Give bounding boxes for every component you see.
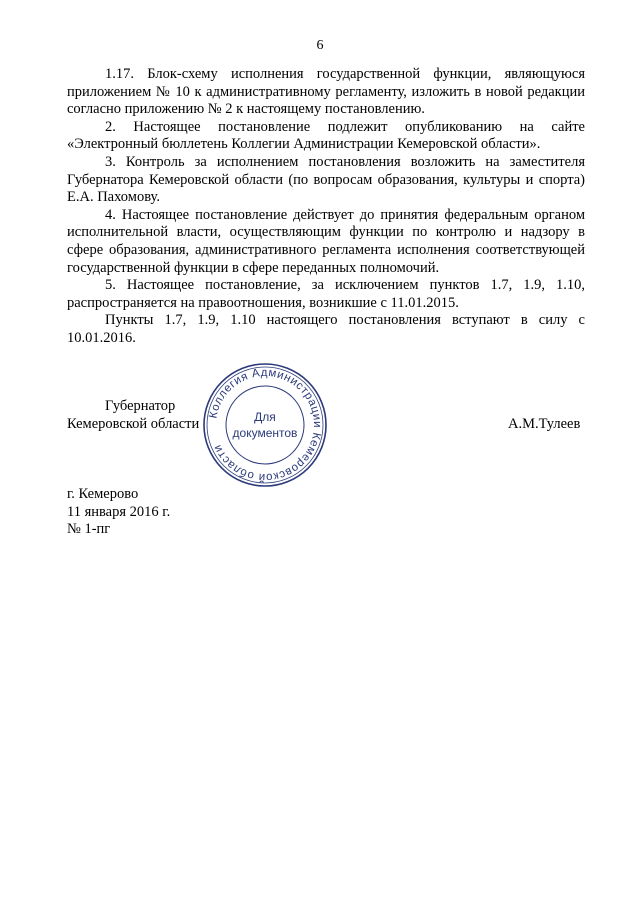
seal-inner-ring <box>226 386 304 464</box>
signatory-title: Губернатор <box>105 398 176 414</box>
document-body <box>67 66 585 348</box>
page-number: 6 <box>316 38 324 53</box>
issue-city: г. Кемерово <box>67 486 139 502</box>
seal-ring-text: Коллегия Администрации Кемеровской области <box>207 366 324 484</box>
seal-graphic <box>201 361 329 489</box>
paragraph-effective-date: Пункты 1.7, 1.9, 1.10 настоящего постановления вступают в силу с 10.01.2016. <box>67 312 585 346</box>
paragraph-1-17: 1.17. Блок-схему исполнения государственной функции, являющуюся приложением № 10 к административному регламенту, изложить в новой редакции согласно приложению № 2 к настоящему постановлению. <box>67 66 585 118</box>
seal-outer-ring <box>204 364 326 486</box>
paragraph-5: 5. Настоящее постановление, за исключением пунктов 1.7, 1.9, 1.10, распространяется на правоотношения, возникшие с 11.01.2015. <box>67 277 585 311</box>
issue-date: 11 января 2016 г. <box>67 503 171 520</box>
paragraph-4: 4. Настоящее постановление действует до принятия федеральным органом исполнительной власти, осуществляющим функции по контролю и надзору в сфере образования, административного регламента исполнения соответствующей государственной функции в сфере переданных полномочий. <box>67 206 585 276</box>
signatory-name: А.М.Тулеев <box>508 416 581 432</box>
place-and-date-block <box>67 486 170 539</box>
official-seal <box>201 361 329 489</box>
seal-center-line2: документов <box>232 426 298 440</box>
paragraph-2: 2. Настоящее постановление подлежит опубликованию на сайте «Электронный бюллетень Коллегии Администрации Кемеровской области». <box>67 118 585 153</box>
paragraph-3: 3. Контроль за исполнением постановления возложить на заместителя Губернатора Кемеровской области (по вопросам образования, культуры и спорта) Е.А. Пахомову. <box>67 153 585 206</box>
seal-center-line1: Для <box>254 410 276 424</box>
document-number: № 1-пг <box>67 521 111 538</box>
signatory-region: Кемеровской области <box>67 416 200 432</box>
